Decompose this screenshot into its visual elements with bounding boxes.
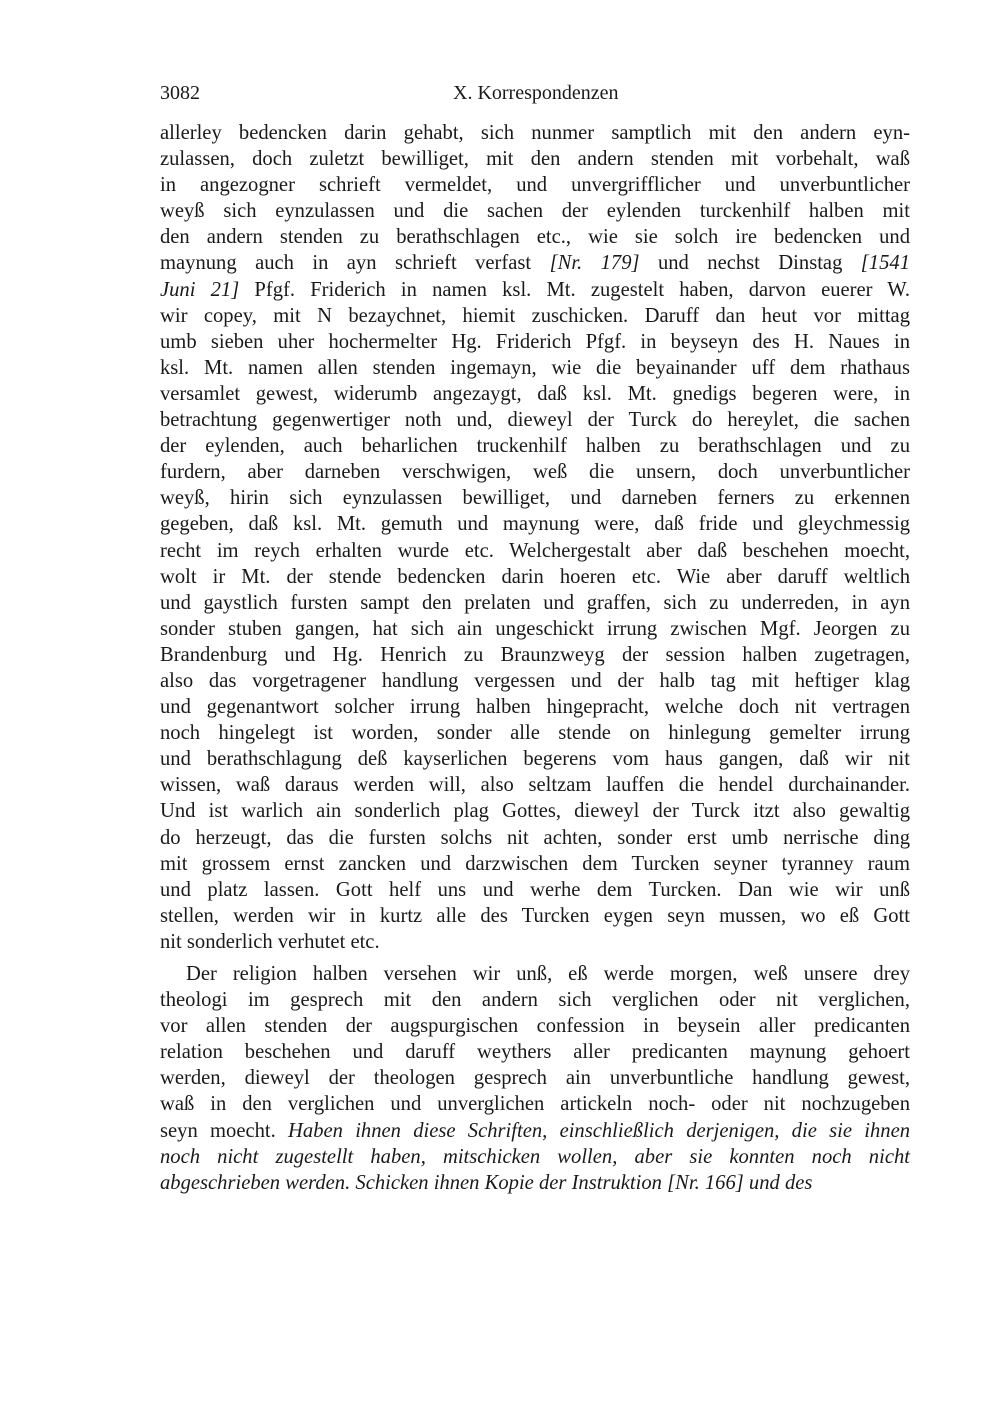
text-line	[160, 1144, 910, 1170]
text-line	[160, 172, 910, 198]
text-segment: furdern, aber darneben verschwigen, weß die unsern, doch unverbuntlicher	[160, 461, 910, 484]
text-line	[160, 1065, 910, 1091]
text-segment: in angezogner schrieft vermeldet, und unvergrifflicher und unverbuntlicher	[160, 174, 910, 197]
text-segment: theologi im gesprech mit den andern sich verglichen oder nit verglichen,	[160, 989, 910, 1012]
text-line	[160, 961, 910, 987]
text-line	[160, 1039, 910, 1065]
text-line	[160, 120, 910, 146]
text-line	[160, 198, 910, 224]
text-segment: Brandenburg und Hg. Henrich zu Braunzweyg der session halben zugetragen,	[160, 643, 910, 666]
italic-text: [Nr. 179]	[549, 252, 640, 275]
text-segment: ksl. Mt. namen allen stenden ingemayn, wie die beyainander uff dem rhathaus	[160, 356, 910, 379]
text-segment: wissen, waß daraus werden will, also seltzam lauffen die hendel durchainander.	[160, 774, 910, 797]
text-line	[160, 538, 910, 564]
text-line	[160, 1170, 910, 1196]
text-segment: do herzeugt, das die fursten solchs nit achten, sonder erst umb nerrische ding	[160, 826, 910, 849]
text-segment: den andern stenden zu berathschlagen etc., wie sie solch ire bedencken und	[160, 226, 910, 249]
text-segment: vor allen stenden der augspurgischen confession in beysein aller predicanten	[160, 1015, 910, 1038]
text-line	[160, 1091, 910, 1117]
text-line	[160, 720, 910, 746]
text-segment: zulassen, doch zuletzt bewilliget, mit den andern stenden mit vorbehalt, waß	[160, 148, 910, 171]
italic-text: abgeschrieben werden. Schicken ihnen Kopie der Instruktion [Nr. 166] und des	[160, 1171, 813, 1194]
text-line	[160, 277, 910, 303]
text-segment: mit grossem ernst zancken und darzwischen dem Turcken seyner tyranney raum	[160, 852, 910, 875]
text-segment: betrachtung gegenwertiger noth und, dieweyl der Turck do hereylet, die sachen	[160, 409, 910, 432]
paragraph	[160, 961, 910, 1196]
text-line	[160, 329, 910, 355]
text-line	[160, 485, 910, 511]
text-line	[160, 987, 910, 1013]
text-line	[160, 798, 910, 824]
text-line	[160, 772, 910, 798]
text-line	[160, 303, 910, 329]
text-line	[160, 224, 910, 250]
text-line	[160, 825, 910, 851]
text-line	[160, 877, 910, 903]
text-line	[160, 929, 910, 955]
page-number: 3082	[160, 82, 200, 104]
text-line	[160, 746, 910, 772]
text-line	[160, 590, 910, 616]
text-segment: relation beschehen und daruff weythers aller predicanten maynung gehoert	[160, 1041, 910, 1064]
text-segment: und nechst Dinstag	[639, 252, 861, 275]
text-line	[160, 355, 910, 381]
text-segment: und gaystlich fursten sampt den prelaten und graffen, sich zu underreden, in ayn	[160, 591, 910, 614]
text-segment: noch hingelegt ist worden, sonder alle stende on hinlegung gemelter irrung	[160, 722, 910, 745]
running-title: X. Korrespondenzen	[453, 82, 619, 104]
text-line	[160, 903, 910, 929]
running-header	[160, 80, 910, 106]
text-segment: also das vorgetragener handlung vergessen und der halb tag mit heftiger klag	[160, 669, 910, 692]
text-segment: nit sonderlich verhutet etc.	[160, 930, 380, 953]
text-segment: Pfgf. Friderich in namen ksl. Mt. zugestelt haben, darvon euerer W.	[239, 278, 911, 301]
text-segment: versamlet gewest, widerumb angezaygt, daß ksl. Mt. gnedigs begeren were, in	[160, 382, 910, 405]
text-segment: werden, dieweyl der theologen gesprech ain unverbuntliche handlung gewest,	[160, 1067, 910, 1090]
text-line	[160, 407, 910, 433]
italic-text: Haben ihnen diese Schriften, einschließlich derjenigen, die sie ihnen	[288, 1119, 911, 1142]
text-segment: umb sieben uher hochermelter Hg. Friderich Pfgf. in beyseyn des H. Naues in	[160, 330, 910, 353]
text-segment: Und ist warlich ain sonderlich plag Gottes, dieweyl der Turck itzt also gewaltig	[160, 800, 910, 823]
text-line	[160, 146, 910, 172]
text-segment: wir copey, mit N bezaychnet, hiemit zuschicken. Daruff dan heut vor mittag	[160, 304, 910, 327]
italic-text: Juni 21]	[160, 278, 240, 301]
paragraph	[160, 120, 910, 955]
text-line	[160, 642, 910, 668]
text-segment: Der religion halben versehen wir unß, eß werde morgen, weß unsere drey	[186, 963, 910, 985]
text-segment: sonder stuben gangen, hat sich ain ungeschickt irrung zwischen Mgf. Jeorgen zu	[160, 617, 910, 640]
text-segment: recht im reych erhalten wurde etc. Welchergestalt aber daß beschehen moecht,	[160, 539, 910, 562]
text-line	[160, 381, 910, 407]
text-segment: der eylenden, auch beharlichen truckenhilf halben zu berathschlagen und zu	[160, 435, 910, 458]
text-segment: stellen, werden wir in kurtz alle des Turcken eygen seyn mussen, wo eß Gott	[160, 904, 910, 927]
text-segment: und platz lassen. Gott helf uns und werhe dem Turcken. Dan wie wir unß	[160, 878, 910, 901]
text-line	[160, 459, 910, 485]
text-line	[160, 1118, 910, 1144]
text-segment: weyß, hirin sich eynzulassen bewilliget, und darneben ferners zu erkennen	[160, 487, 910, 510]
text-line	[160, 433, 910, 459]
text-line	[160, 616, 910, 642]
text-line	[160, 511, 910, 537]
text-segment: seyn moecht.	[160, 1119, 289, 1142]
text-segment: und gegenantwort solcher irrung halben hingepracht, welche doch nit vertragen	[160, 696, 910, 719]
text-segment: waß in den verglichen und unverglichen artickeln noch- oder nit nochzugeben	[160, 1093, 910, 1116]
text-line	[160, 1013, 910, 1039]
text-segment: maynung auch in ayn schrieft verfast	[160, 252, 550, 275]
text-line	[160, 250, 910, 276]
italic-text: [1541	[860, 252, 910, 275]
text-segment: wolt ir Mt. der stende bedencken darin hoeren etc. Wie aber daruff weltlich	[160, 565, 910, 588]
text-segment: allerley bedencken darin gehabt, sich nunmer samptlich mit den andern eyn-	[160, 122, 910, 144]
text-segment: und berathschlagung deß kayserlichen begerens vom haus gangen, daß wir nit	[160, 748, 910, 771]
italic-text: noch nicht zugestellt haben, mitschicken wollen, aber sie konnten noch nicht	[160, 1145, 910, 1168]
body-text	[160, 120, 910, 1196]
text-line	[160, 694, 910, 720]
text-line	[160, 851, 910, 877]
text-line	[160, 564, 910, 590]
text-line	[160, 668, 910, 694]
text-segment: gegeben, daß ksl. Mt. gemuth und maynung were, daß fride und gleychmessig	[160, 513, 910, 536]
text-segment: weyß sich eynzulassen und die sachen der eylenden turckenhilf halben mit	[160, 200, 910, 223]
